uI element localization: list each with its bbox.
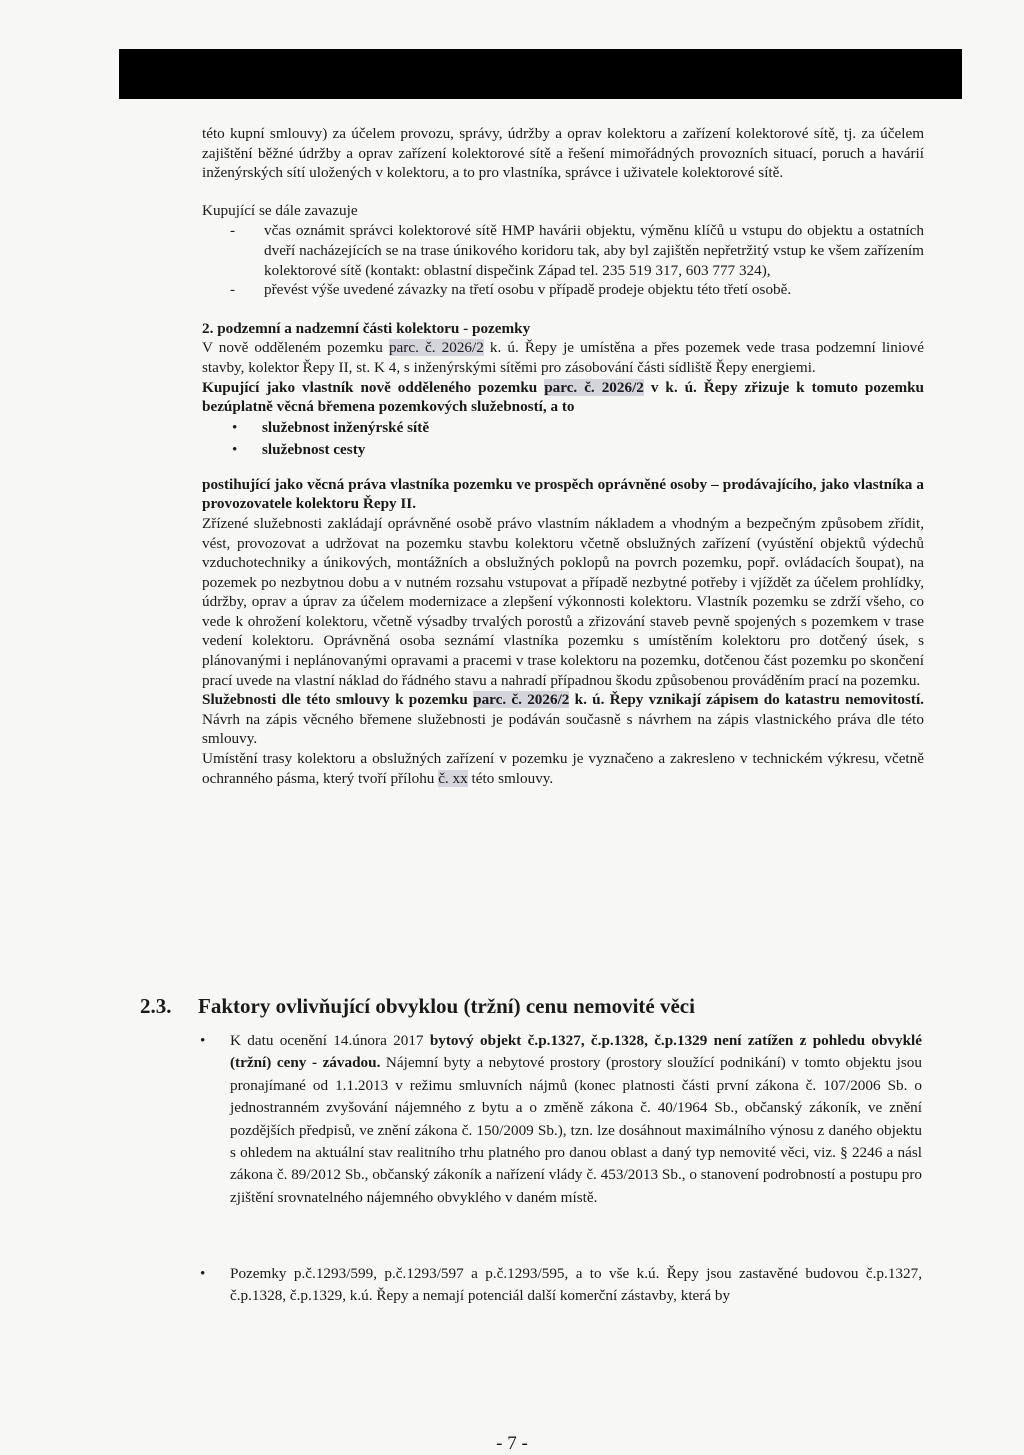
- document-body: [202, 124, 924, 788]
- bullet-marker: •: [232, 440, 238, 458]
- section-2-paragraph-6: Umístění trasy kolektoru a obslužných zařízení v pozemku je vyznačeno a zakresleno v technickém výkresu, včetně ochranného pásma, který tvoří přílohu č. xx této smlouvy.: [202, 750, 924, 787]
- redaction-bar: [119, 49, 962, 99]
- list-item: • služebnost cesty: [202, 439, 924, 461]
- bullet-marker: •: [200, 1032, 206, 1049]
- parcel-ref: parc. č. 2026/2: [473, 691, 570, 709]
- section-2-paragraph-3: postihující jako věcná práva vlastníka pozemku ve prospěch oprávněné osoby – prodávajícího, jako vlastníka a provozovatele kolektoru Řepy II.: [202, 475, 924, 513]
- parcel-ref: parc. č. 2026/2: [544, 378, 644, 396]
- dash-marker: -: [230, 222, 236, 240]
- bullet-marker: •: [232, 418, 238, 436]
- dash-marker: -: [230, 281, 236, 299]
- obligations-list: [202, 221, 924, 299]
- bullet-marker: •: [200, 1265, 206, 1282]
- easement-list: [202, 417, 924, 461]
- list-item: - včas oznámit správci kolektorové sítě HMP havárii objektu, výměnu klíčů u vstupu do objektu a ostatních dveří nacházejících se na trase únikového koridoru tak, aby byl zajištěn nepřetržitý vstup ke všem zařízením kolektorové sítě (kontakt: oblastní dispečink Západ tel. 235 519 317, 603 777 324),: [230, 222, 924, 279]
- section-2-paragraph-5: Služebnosti dle této smlouvy k pozemku parc. č. 2026/2 k. ú. Řepy vznikají zápisem do katastru nemovitostí. Návrh na zápis věcného břemene služebnosti je podáván současně s návrhem na zápis vlastnického práva dle této smlouvy.: [202, 691, 924, 748]
- factor-bullet-1: • K datu ocenění 14.února 2017 bytový objekt č.p.1327, č.p.1328, č.p.1329 není zatížen z pohledu obvyklé (tržní) ceny - závadou. Nájemní byty a nebytové prostory (prostory sloužící podnikání) v tomto objektu jsou pronajímané od 1.1.2013 v režimu smluvních nájmů (konec platnosti části první zákona č. 107/2006 Sb. o jednostranném zvyšování nájemného z bytu a o změně zákona č. 40/1964 Sb., občanský zákoník, ve znění pozdějších předpisů, ve znění zákona č. 150/2009 Sb.), tzn. lze dosáhnout maximálního výnosu z daného objektu s ohledem na aktuální stav realitního trhu platného pro danou oblast a daný typ nemovité věci, viz. § 2246 a násl zákona č. 89/2012 Sb., občanský zákoník a nařízení vlády č. 453/2013 Sb., o stanovení podrobností a postupu pro zjištění srovnatelného nájemného obvyklého v daném místě.: [200, 1032, 922, 1206]
- section-2-paragraph-2: Kupující jako vlastník nově odděleného pozemku parc. č. 2026/2 v k. ú. Řepy zřizuje k tomuto pozemku bezúplatně věcná břemena pozemkových služebností, a to: [202, 378, 924, 416]
- section-number: 2.3.: [140, 994, 172, 1018]
- section-2-paragraph-4: Zřízené služebnosti zakládají oprávněné osobě právo vlastním nákladem a vhodným a bezpečným způsobem zřídit, vést, provozovat a udržovat na pozemku stavbu kolektoru včetně obslužných zařízení (vyústění objektů výdechů vzduchotechniky a únikových, montážních a obslužných poklopů na povrch pozemku, popř. ovládacích šoupat), na pozemek po nezbytnou dobu a v nutném rozsahu vstupovat a případě nezbytné potřeby i vjíždět za účelem prohlídky, údržby, oprav a úprav za účelem modernizace a zlepšení výkonnosti kolektoru. Vlastník pozemku se zdrží všeho, co vede k ohrožení kolektoru, včetně výsadby trvalých porostů a zřizování staveb pevně spojených s pozemkem v trase vedení kolektoru. Oprávněná osoba seznámí vlastníka pozemku s umístěním kolektoru pro dotčený úsek, s plánovanými i neplánovanými opravami a pracemi v trase kolektoru na pozemku, dotčenou část pozemku po skončení prací uvede na vlastní náklad do řádného stavu a nahradí případnou škodu způsobenou prováděním prací na pozemku.: [202, 514, 924, 689]
- annex-ref: č. xx: [438, 769, 468, 787]
- page-number: - 7 -: [496, 1433, 528, 1454]
- section-2-heading: 2. podzemní a nadzemní části kolektoru - pozemky: [202, 319, 531, 337]
- list-item: - převést výše uvedené závazky na třetí osobu v případě prodeje objektu této třetí osobě.: [230, 281, 792, 299]
- section-title: Faktory ovlivňující obvyklou (tržní) cenu nemovité věci: [198, 994, 695, 1018]
- section-2-3-heading: [140, 993, 940, 1019]
- list-item: • služebnost inženýrské sítě: [202, 417, 924, 439]
- factor-bullet-2: • Pozemky p.č.1293/599, p.č.1293/597 a p.č.1293/595, a to vše k.ú. Řepy jsou zastavěné budovou č.p.1327, č.p.1328, č.p.1329, k.ú. Řepy a nemají potenciál další komerční zástavby, která by: [200, 1265, 922, 1305]
- section-2-paragraph-1: V nově odděleném pozemku parc. č. 2026/2 k. ú. Řepy je umístěna a přes pozemek vede trasa podzemní liniové stavby, kolektor Řepy II, st. K 4, s inženýrskými sítěmi pro zásobování části sídliště Řepy energiemi.: [202, 339, 925, 376]
- obligations-intro: Kupující se dále zavazuje: [202, 201, 358, 219]
- top-paragraph: této kupní smlouvy) za účelem provozu, správy, údržby a oprav kolektoru a zařízení kolektorové sítě, tj. za účelem zajištění běžné údržby a oprav zařízení kolektorové sítě a řešení mimořádných provozních situací, poruch a havárií inženýrských sítí uložených v kolektoru, a to pro vlastníka, správce i uživatele kolektorové sítě.: [202, 125, 925, 182]
- parcel-ref: parc. č. 2026/2: [388, 339, 484, 357]
